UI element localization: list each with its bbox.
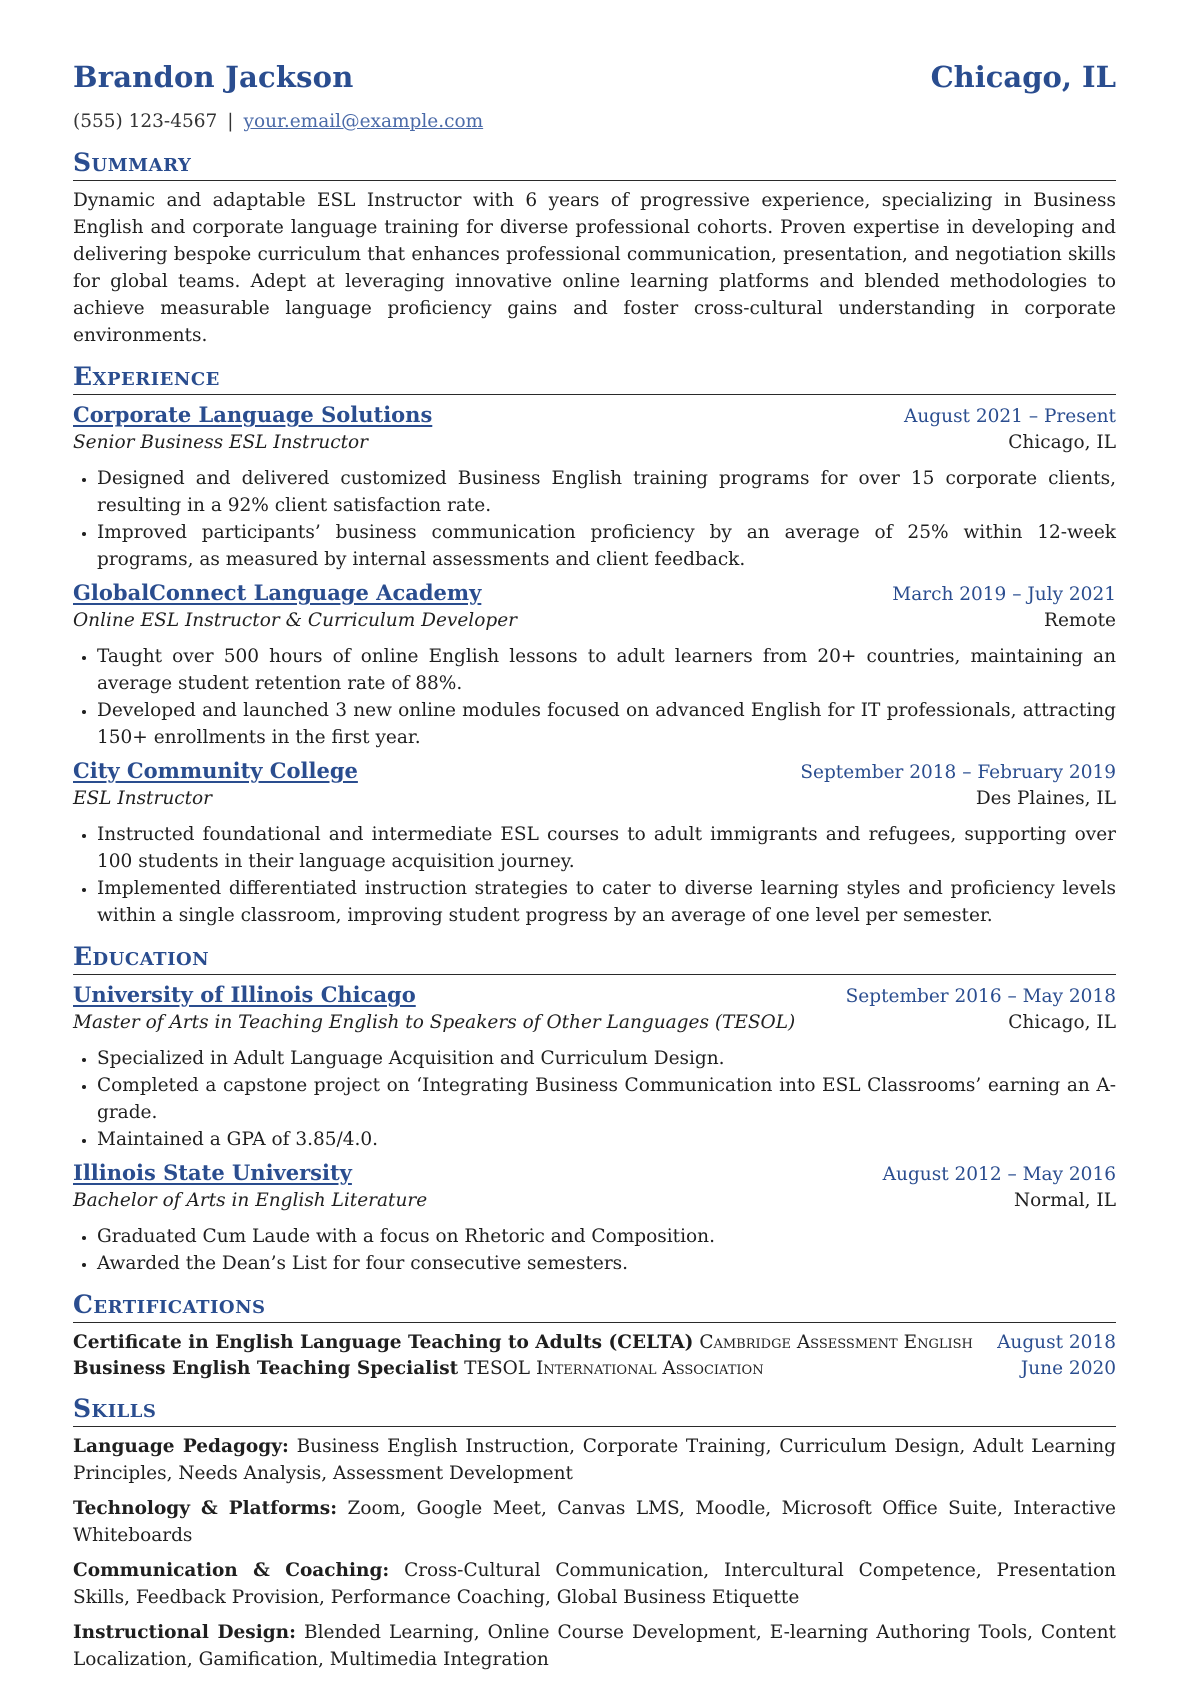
bullet-list [73, 643, 1116, 751]
bullet-item: • Completed a capstone project on ‘Integrating Business Communication into ESL Classrooms’ earning an A- grade. [97, 1072, 1116, 1126]
bullet-item: • Improved participants’ business communication proficiency by an average of 25% within 12-week programs, as measured by internal assessments and client feedback. [97, 519, 1116, 573]
entry-location: Des Plaines, IL [975, 788, 1116, 809]
entry-location: Chicago, IL [1008, 1012, 1116, 1033]
skill-row [73, 1433, 1116, 1487]
contact-line [73, 108, 1116, 135]
skill-values: Blended Learning, Online Course Development, E-learning Authoring Tools, Content Localization, Gamification, Multimedia Integration [73, 1622, 1116, 1670]
skill-category: Instructional Design: [73, 1622, 296, 1643]
bullet-item: • Taught over 500 hours of online English lessons to adult learners from 20+ countries, maintaining an average student retention rate of 88%. [97, 643, 1116, 697]
bullet-item: • Graduated Cum Laude with a focus on Rhetoric and Composition. [97, 1223, 1116, 1250]
certification-date: June 2020 [1020, 1358, 1116, 1379]
bullet-item: • Designed and delivered customized Business English training programs for over 15 corporate clients, resulting in a 92% client satisfaction rate. [97, 465, 1116, 519]
skill-row [73, 1619, 1116, 1673]
email-link[interactable]: your.email@example.com [243, 111, 484, 132]
education-entry [73, 1159, 1116, 1277]
skill-row [73, 1557, 1116, 1611]
certification-info [73, 1329, 973, 1356]
entry-role: ESL Instructor [73, 788, 213, 809]
bullet-item: • Instructed foundational and intermediate ESL courses to adult immigrants and refugees, supporting over 100 students in their language acquisition journey. [97, 821, 1116, 875]
entry-header [73, 579, 1116, 607]
bullet-item: • Maintained a GPA of 3.85/4.0. [97, 1126, 1116, 1153]
entry-role: Senior Business ESL Instructor [73, 432, 368, 453]
entry-subheader [73, 785, 1116, 813]
certifications-list [73, 1329, 1116, 1381]
entry-header [73, 401, 1116, 429]
candidate-location: Chicago, IL [930, 60, 1116, 94]
education-list [73, 981, 1116, 1277]
certification-row [73, 1329, 1116, 1355]
experience-list [73, 401, 1116, 929]
skill-values: Cross-Cultural Communication, Intercultural Competence, Presentation Skills, Feedback Provision, Performance Coaching, Global Business Etiquette [73, 1560, 1116, 1608]
certification-info [73, 1355, 764, 1382]
entry-dates: March 2019 – July 2021 [892, 584, 1116, 605]
bullet-item: • Awarded the Dean’s List for four consecutive semesters. [97, 1250, 1116, 1277]
entry-location: Chicago, IL [1008, 432, 1116, 453]
experience-entry [73, 401, 1116, 573]
entry-role: Bachelor of Arts in English Literature [73, 1190, 428, 1211]
skill-row [73, 1495, 1116, 1549]
bullet-item: • Implemented differentiated instruction strategies to cater to diverse learning styles and proficiency levels within a single classroom, improving student progress by an average of one level per semester. [97, 875, 1116, 929]
certification-row [73, 1355, 1116, 1381]
summary-text: Dynamic and adaptable ESL Instructor with 6 years of progressive experience, specializing in Business English and corporate language training for diverse professional cohorts. Proven expertise in developing and delivering bespoke curriculum that enhances professional communication, presentation, and negotiation skills for global teams. Adept at leveraging innovative online learning platforms and blended methodologies to achieve measurable language proficiency gains and foster cross-cultural understanding in corporate environments. [73, 190, 1116, 346]
skill-category: Language Pedagogy: [73, 1436, 289, 1457]
certification-issuer: Cambridge Assessment English [699, 1332, 973, 1353]
bullet-list [73, 465, 1116, 573]
organization-link[interactable]: University of Illinois Chicago [73, 982, 416, 1007]
entry-header [73, 981, 1116, 1009]
certification-issuer: TESOL International Association [464, 1358, 764, 1379]
entry-location: Remote [1044, 610, 1116, 631]
experience-entry [73, 757, 1116, 929]
certification-name: Certificate in English Language Teaching to Adults (CELTA) [73, 1332, 694, 1353]
entry-subheader [73, 607, 1116, 635]
organization-link[interactable]: Corporate Language Solutions [73, 402, 433, 427]
skill-values: Business English Instruction, Corporate Training, Curriculum Design, Adult Learning Principles, Needs Analysis, Assessment Development [73, 1436, 1116, 1484]
certification-name: Business English Teaching Specialist [73, 1358, 459, 1379]
skill-category: Technology & Platforms: [73, 1498, 338, 1519]
entry-subheader [73, 1009, 1116, 1037]
education-heading: Education [73, 942, 1116, 975]
experience-entry [73, 579, 1116, 751]
bullet-list [73, 1223, 1116, 1277]
certifications-heading: Certifications [73, 1290, 1116, 1323]
skill-category: Communication & Coaching: [73, 1560, 390, 1581]
summary-heading: Summary [73, 148, 1116, 181]
header [73, 60, 1116, 104]
entry-role: Online ESL Instructor & Curriculum Developer [73, 610, 517, 631]
education-entry [73, 981, 1116, 1153]
entry-dates: September 2016 – May 2018 [845, 986, 1116, 1007]
entry-dates: September 2018 – February 2019 [800, 762, 1116, 783]
experience-heading: Experience [73, 362, 1116, 395]
bullet-item: • Specialized in Adult Language Acquisition and Curriculum Design. [97, 1045, 1116, 1072]
entry-header [73, 1159, 1116, 1187]
entry-subheader [73, 1187, 1116, 1215]
skills-list [73, 1433, 1116, 1673]
bullet-list [73, 821, 1116, 929]
entry-subheader [73, 429, 1116, 457]
entry-role: Master of Arts in Teaching English to Speakers of Other Languages (TESOL) [73, 1012, 796, 1033]
entry-location: Normal, IL [1013, 1190, 1116, 1211]
candidate-name: Brandon Jackson [73, 60, 354, 94]
organization-link[interactable]: Illinois State University [73, 1160, 352, 1185]
phone-number: (555) 123-4567 [73, 111, 218, 132]
entry-header [73, 757, 1116, 785]
contact-separator: | [227, 111, 234, 132]
skill-values: Zoom, Google Meet, Canvas LMS, Moodle, Microsoft Office Suite, Interactive Whiteboards [73, 1498, 1116, 1546]
bullet-list [73, 1045, 1116, 1153]
skills-heading: Skills [73, 1394, 1116, 1427]
certification-date: August 2018 [997, 1332, 1116, 1353]
bullet-item: • Developed and launched 3 new online modules focused on advanced English for IT professionals, attracting 150+ enrollments in the first year. [97, 697, 1116, 751]
entry-dates: August 2021 – Present [904, 406, 1116, 427]
organization-link[interactable]: GlobalConnect Language Academy [73, 580, 482, 605]
organization-link[interactable]: City Community College [73, 758, 358, 783]
entry-dates: August 2012 – May 2016 [882, 1164, 1116, 1185]
